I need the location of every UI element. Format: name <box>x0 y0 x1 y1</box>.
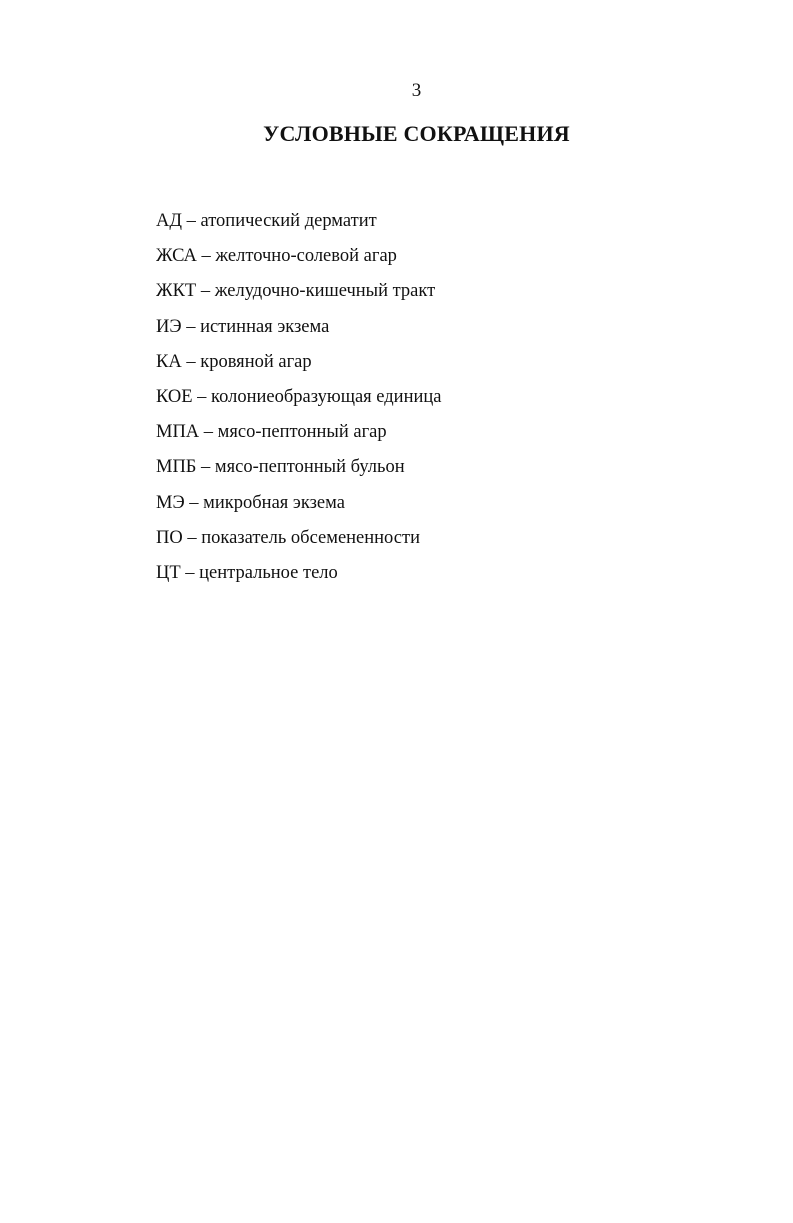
abbreviation-item: АД – атопический дерматит <box>156 211 377 231</box>
page-number: 3 <box>411 80 422 101</box>
abbreviation-list <box>156 204 442 591</box>
abbreviation-item: ПО – показатель обсемененности <box>156 527 420 548</box>
abbreviation-item: ЖКТ – желудочно-кишечный тракт <box>156 281 436 302</box>
abbreviation-item: МЭ – микробная экзема <box>156 492 345 513</box>
abbreviation-item: ИЭ – истинная экзема <box>156 316 330 337</box>
page-title: УСЛОВНЫЕ СОКРАЩЕНИЯ <box>263 121 570 146</box>
abbreviation-item: МПА – мясо-пептонный агар <box>156 422 387 443</box>
abbreviation-item: КА – кровяной агар <box>156 351 312 372</box>
abbreviation-item: ЖСА – желточно-солевой агар <box>156 246 397 267</box>
abbreviation-item: КОЕ – колониеобразующая единица <box>156 387 442 408</box>
abbreviation-item: МПБ – мясо-пептонный бульон <box>156 457 405 478</box>
abbreviation-item: ЦТ – центральное тело <box>156 563 338 584</box>
